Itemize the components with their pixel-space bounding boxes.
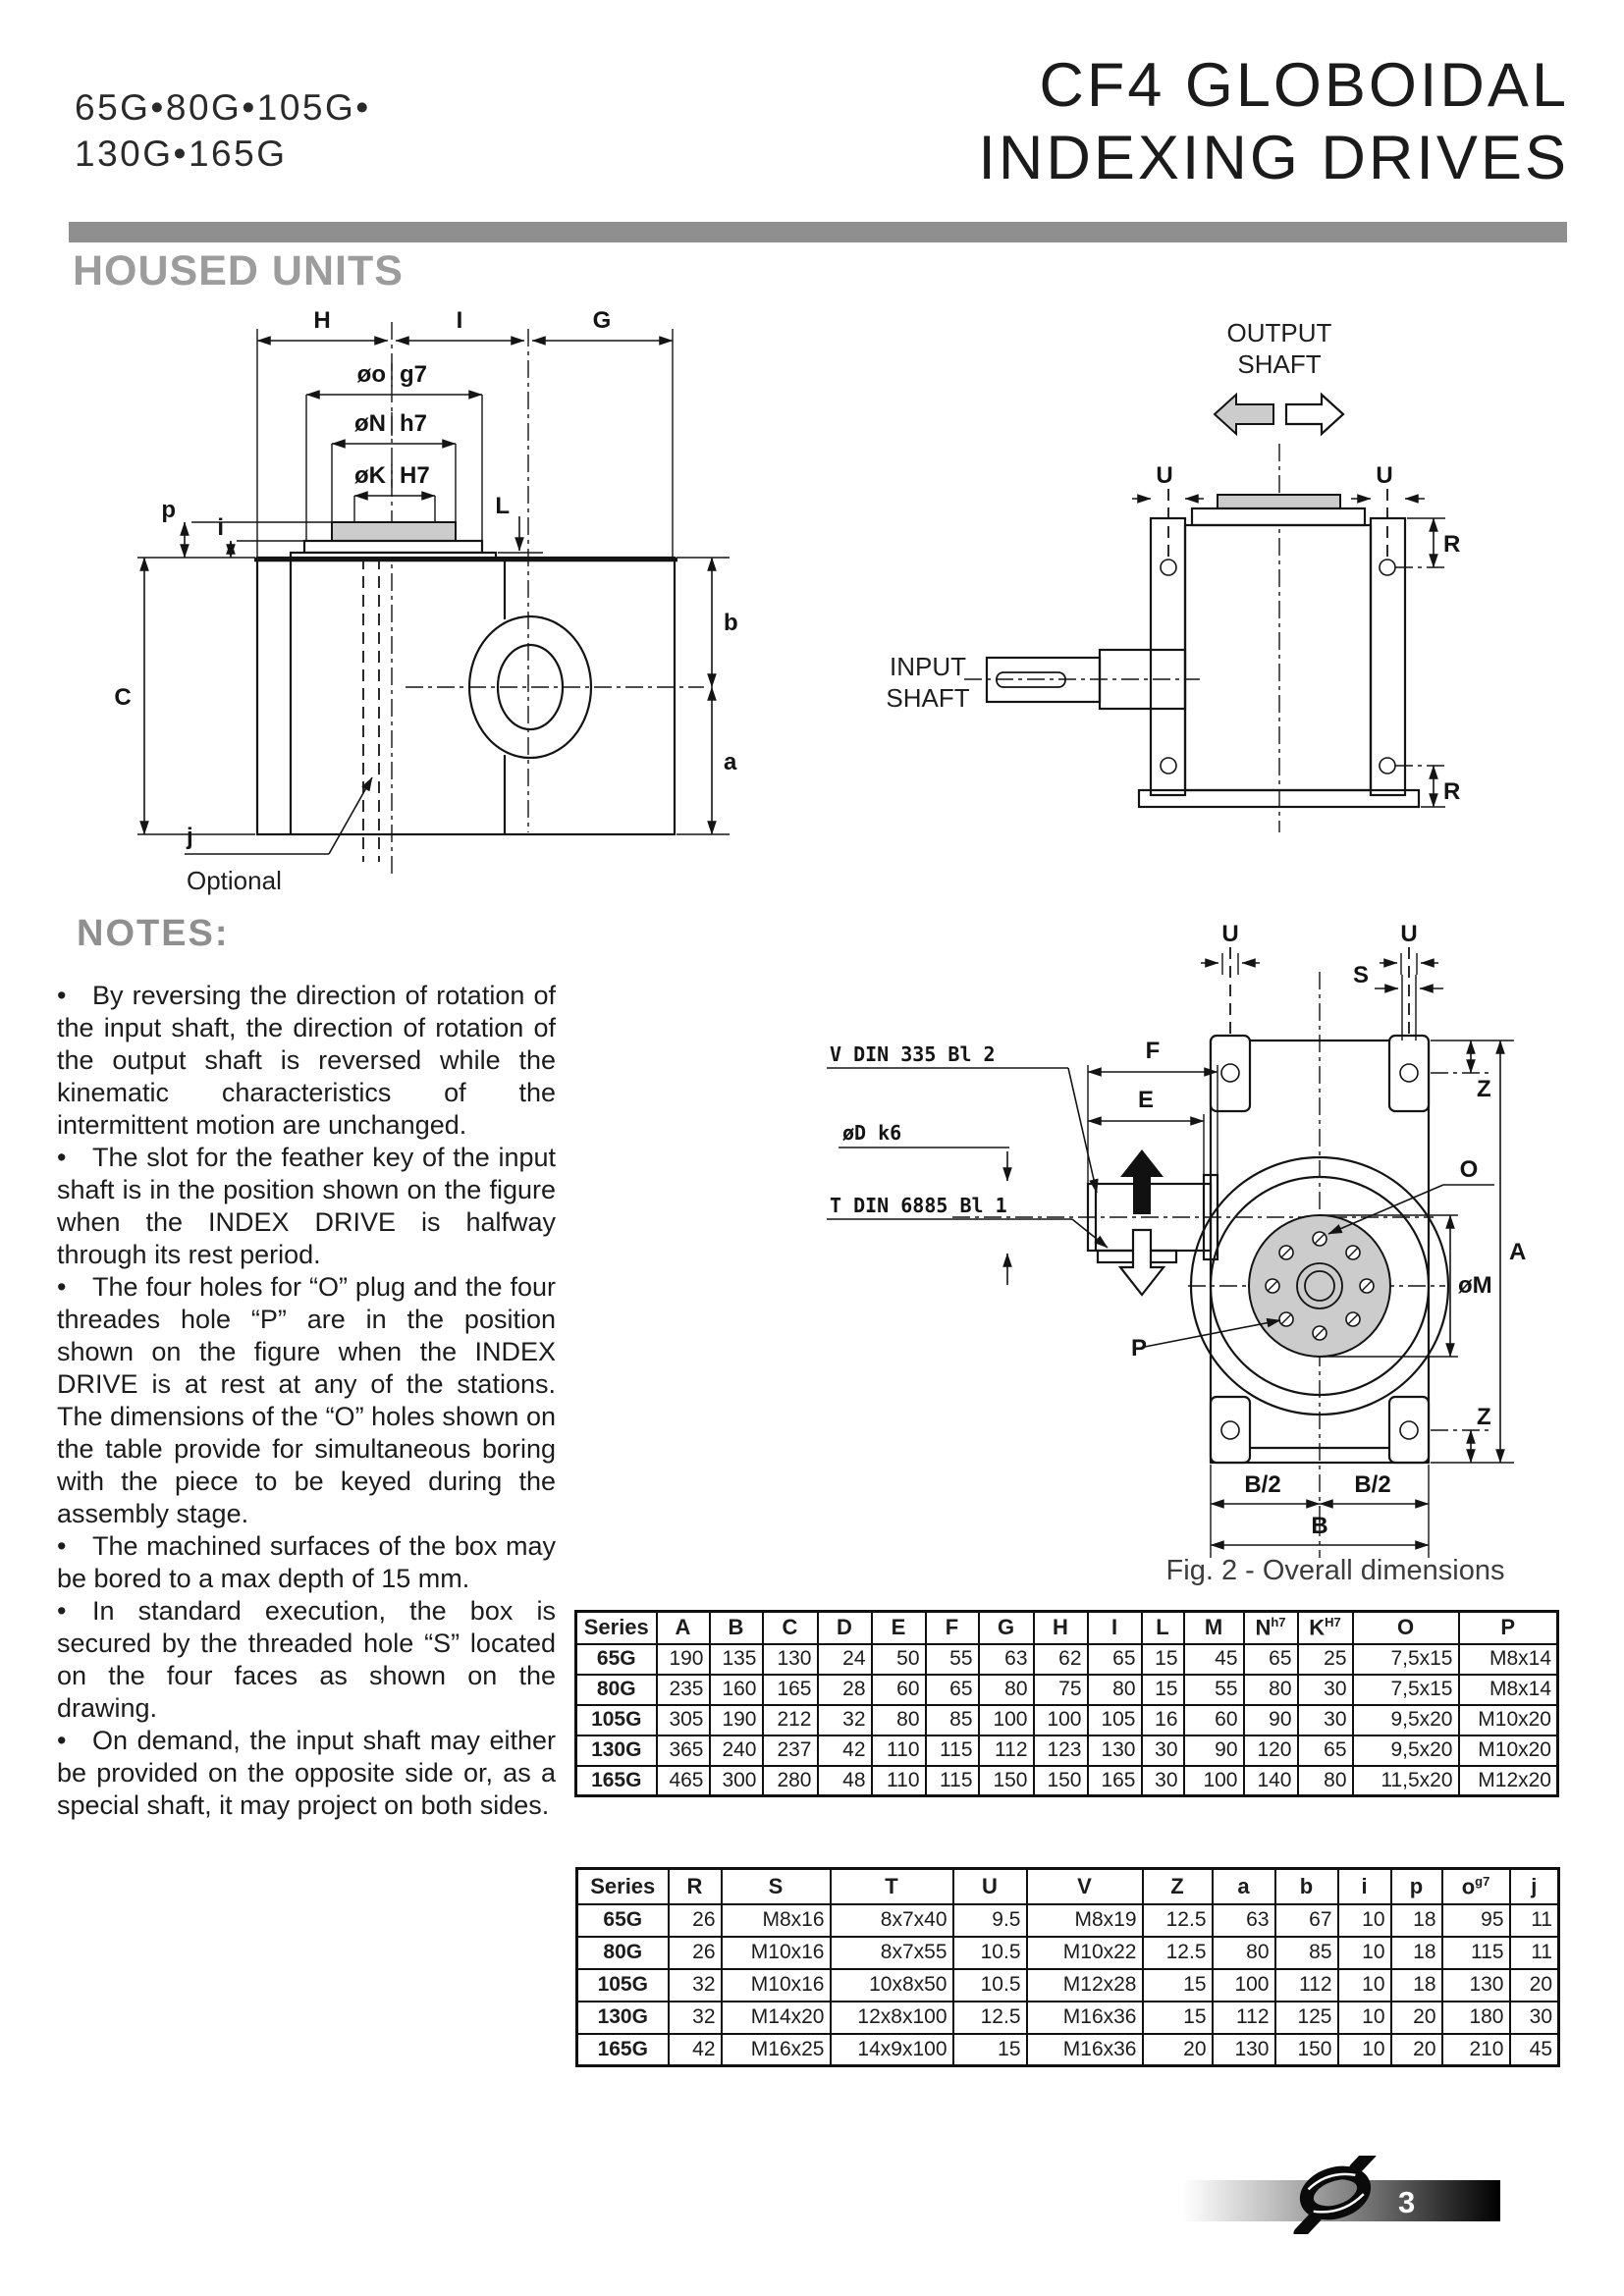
side-view-outline bbox=[964, 444, 1419, 832]
series-cell: 105G bbox=[577, 1969, 669, 2002]
value-cell: 150 bbox=[1275, 2034, 1338, 2066]
column-header: R bbox=[669, 1869, 722, 1904]
value-cell: 15 bbox=[1143, 2002, 1213, 2034]
value-cell: 12.5 bbox=[953, 2002, 1027, 2034]
series-cell: 65G bbox=[577, 1904, 669, 1937]
dim-label-U2-right: U bbox=[1400, 921, 1418, 947]
value-cell: 150 bbox=[979, 1766, 1034, 1796]
value-cell: 160 bbox=[710, 1675, 763, 1705]
header-divider-bar bbox=[69, 222, 1567, 242]
value-cell: M16x25 bbox=[722, 2034, 831, 2066]
value-cell: 25 bbox=[1298, 1644, 1353, 1675]
dim-label-E: E bbox=[1137, 1087, 1155, 1113]
value-cell: 150 bbox=[1034, 1766, 1088, 1796]
value-cell: 7,5x15 bbox=[1353, 1675, 1459, 1705]
column-header: i bbox=[1338, 1869, 1391, 1904]
value-cell: 80 bbox=[1213, 1937, 1275, 1969]
dim-label-R-bottom: R bbox=[1443, 778, 1461, 805]
value-cell: 75 bbox=[1034, 1675, 1088, 1705]
value-cell: 15 bbox=[1143, 1969, 1213, 2002]
column-header: $N^{h7}$ bbox=[1244, 1612, 1298, 1644]
header-row bbox=[576, 1612, 1558, 1644]
column-header: p bbox=[1391, 1869, 1442, 1904]
value-cell: 16 bbox=[1142, 1705, 1184, 1735]
column-header: T bbox=[831, 1869, 953, 1904]
section-heading: HOUSED UNITS bbox=[73, 247, 404, 294]
value-cell: M16x36 bbox=[1027, 2034, 1143, 2066]
column-header: U bbox=[953, 1869, 1027, 1904]
value-cell: M8x16 bbox=[722, 1904, 831, 1937]
value-cell: 115 bbox=[926, 1735, 979, 1766]
value-cell: 18 bbox=[1391, 1969, 1442, 2002]
dim-label-I: I bbox=[456, 307, 463, 334]
value-cell: 20 bbox=[1143, 2034, 1213, 2066]
dim-label-H: H bbox=[313, 307, 331, 334]
note-text: In standard execution, the box is secured by the threaded hole “S” located on the four faces as shown on the drawing. bbox=[57, 1596, 556, 1723]
notes-list bbox=[57, 980, 556, 1822]
value-cell: M10x22 bbox=[1027, 1937, 1143, 1969]
dim-label-R-top: R bbox=[1443, 531, 1461, 558]
value-cell: 85 bbox=[1275, 1937, 1338, 1969]
value-cell: 10 bbox=[1338, 1904, 1391, 1937]
arrow-left-icon bbox=[1215, 395, 1273, 434]
table-row bbox=[577, 1937, 1559, 1969]
front-view-dimensions bbox=[257, 307, 673, 874]
note-item bbox=[57, 1725, 556, 1822]
value-cell: 10.5 bbox=[953, 1937, 1027, 1969]
value-cell: 65 bbox=[1088, 1644, 1142, 1675]
table-row bbox=[577, 2034, 1559, 2066]
value-cell: 8x7x55 bbox=[831, 1937, 953, 1969]
column-header: D bbox=[818, 1612, 872, 1644]
fig2-caption: Fig. 2 - Overall dimensions bbox=[1165, 1555, 1505, 1586]
value-cell: 50 bbox=[872, 1644, 926, 1675]
value-cell: 63 bbox=[979, 1644, 1034, 1675]
callout-phi-D: øD k6 bbox=[842, 1121, 902, 1145]
dim-label-U-left: U bbox=[1156, 462, 1173, 489]
page-title bbox=[978, 49, 1569, 194]
value-cell: 100 bbox=[979, 1705, 1034, 1735]
value-cell: 32 bbox=[669, 1969, 722, 2002]
header-row bbox=[577, 1869, 1559, 1904]
value-cell: M16x36 bbox=[1027, 2002, 1143, 2034]
page-title-line2: INDEXING DRIVES bbox=[978, 124, 1569, 192]
value-cell: 11 bbox=[1510, 1937, 1559, 1969]
value-cell: 8x7x40 bbox=[831, 1904, 953, 1937]
series-cell: 130G bbox=[576, 1735, 657, 1766]
fig2-callouts bbox=[827, 1042, 1108, 1285]
column-header: A bbox=[657, 1612, 710, 1644]
value-cell: 120 bbox=[1244, 1735, 1298, 1766]
value-cell: 20 bbox=[1510, 1969, 1559, 2002]
fig2-outline bbox=[952, 972, 1448, 1522]
value-cell: 110 bbox=[872, 1766, 926, 1796]
column-header: j bbox=[1510, 1869, 1559, 1904]
note-item bbox=[57, 980, 556, 1142]
series-cell: 65G bbox=[576, 1644, 657, 1675]
figure-overall-dimensions bbox=[805, 918, 1532, 1605]
bullet-icon: • bbox=[57, 981, 67, 1010]
value-cell: 45 bbox=[1184, 1644, 1244, 1675]
model-codes-line2: 130G•165G bbox=[75, 133, 288, 174]
value-cell: M8x14 bbox=[1459, 1644, 1558, 1675]
input-shaft-label-2: SHAFT bbox=[886, 683, 970, 713]
fit-label-h7: h7 bbox=[400, 410, 428, 437]
value-cell: 12x8x100 bbox=[831, 2002, 953, 2034]
value-cell: 30 bbox=[1142, 1735, 1184, 1766]
value-cell: M12x28 bbox=[1027, 1969, 1143, 2002]
dim-label-L: L bbox=[495, 493, 510, 519]
value-cell: 130 bbox=[1213, 2034, 1275, 2066]
value-cell: 235 bbox=[657, 1675, 710, 1705]
value-cell: 125 bbox=[1275, 2002, 1338, 2034]
dim-label-phi-o: øo bbox=[356, 361, 386, 388]
value-cell: 18 bbox=[1391, 1904, 1442, 1937]
bullet-icon: • bbox=[57, 1596, 67, 1626]
value-cell: 60 bbox=[1184, 1705, 1244, 1735]
dim-label-U2-left: U bbox=[1221, 921, 1239, 947]
series-cell: 130G bbox=[577, 2002, 669, 2034]
value-cell: 305 bbox=[657, 1705, 710, 1735]
value-cell: 28 bbox=[818, 1675, 872, 1705]
value-cell: 85 bbox=[926, 1705, 979, 1735]
note-item bbox=[57, 1595, 556, 1725]
value-cell: 9.5 bbox=[953, 1904, 1027, 1937]
dim-label-phi-K: øK bbox=[354, 462, 386, 489]
value-cell: 130 bbox=[1442, 1969, 1510, 2002]
table-row bbox=[576, 1705, 1558, 1735]
value-cell: 10 bbox=[1338, 1937, 1391, 1969]
column-header: Series bbox=[577, 1869, 669, 1904]
column-header: b bbox=[1275, 1869, 1338, 1904]
value-cell: 30 bbox=[1298, 1675, 1353, 1705]
column-header: $o^{g7}$ bbox=[1442, 1869, 1510, 1904]
note-text: On demand, the input shaft may either be provided on the opposite side or, as a special shaft, it may project on both sides. bbox=[57, 1726, 556, 1820]
dim-label-U-right: U bbox=[1376, 462, 1393, 489]
column-header: Z bbox=[1143, 1869, 1213, 1904]
bullet-icon: • bbox=[57, 1531, 67, 1561]
value-cell: 100 bbox=[1034, 1705, 1088, 1735]
value-cell: 180 bbox=[1442, 2002, 1510, 2034]
dim-label-F: F bbox=[1145, 1038, 1161, 1064]
value-cell: 42 bbox=[669, 2034, 722, 2066]
column-header: V bbox=[1027, 1869, 1143, 1904]
rotation-arrows bbox=[1215, 395, 1343, 434]
model-codes-line1: 65G•80G•105G• bbox=[75, 87, 371, 128]
value-cell: 90 bbox=[1244, 1705, 1298, 1735]
value-cell: 140 bbox=[1244, 1766, 1298, 1796]
value-cell: 130 bbox=[1088, 1735, 1142, 1766]
page-title-line1: CF4 GLOBOIDAL bbox=[1039, 51, 1569, 120]
value-cell: 10 bbox=[1338, 2034, 1391, 2066]
dim-label-B-half-left: B/2 bbox=[1244, 1471, 1281, 1498]
column-header: F bbox=[926, 1612, 979, 1644]
value-cell: 55 bbox=[1184, 1675, 1244, 1705]
dim-label-j: j bbox=[187, 824, 193, 850]
value-cell: M10x20 bbox=[1459, 1735, 1558, 1766]
value-cell: 67 bbox=[1275, 1904, 1338, 1937]
dim-label-S: S bbox=[1352, 962, 1369, 988]
value-cell: 112 bbox=[1275, 1969, 1338, 2002]
value-cell: 62 bbox=[1034, 1644, 1088, 1675]
value-cell: 212 bbox=[763, 1705, 818, 1735]
input-shaft-label-1: INPUT bbox=[890, 652, 966, 681]
dim-label-B: B bbox=[1311, 1513, 1328, 1539]
optional-label: Optional bbox=[187, 866, 282, 895]
dim-label-i: i bbox=[217, 514, 224, 541]
value-cell: M12x20 bbox=[1459, 1766, 1558, 1796]
column-header: a bbox=[1213, 1869, 1275, 1904]
value-cell: M10x16 bbox=[722, 1937, 831, 1969]
value-cell: 30 bbox=[1510, 2002, 1559, 2034]
dim-label-Z-top: Z bbox=[1477, 1076, 1491, 1102]
bullet-icon: • bbox=[57, 1726, 67, 1755]
value-cell: 18 bbox=[1391, 1937, 1442, 1969]
series-cell: 80G bbox=[576, 1675, 657, 1705]
model-codes bbox=[75, 84, 371, 177]
value-cell: 32 bbox=[669, 2002, 722, 2034]
value-cell: 115 bbox=[1442, 1937, 1510, 1969]
column-header: P bbox=[1459, 1612, 1558, 1644]
column-header: M bbox=[1184, 1612, 1244, 1644]
table-row bbox=[577, 1904, 1559, 1937]
value-cell: 112 bbox=[1213, 2002, 1275, 2034]
value-cell: 7,5x15 bbox=[1353, 1644, 1459, 1675]
value-cell: 32 bbox=[818, 1705, 872, 1735]
column-header: G bbox=[979, 1612, 1034, 1644]
column-header: $K^{H7}$ bbox=[1298, 1612, 1353, 1644]
column-header: E bbox=[872, 1612, 926, 1644]
value-cell: 465 bbox=[657, 1766, 710, 1796]
dim-label-C: C bbox=[114, 684, 132, 711]
value-cell: 14x9x100 bbox=[831, 2034, 953, 2066]
callout-T-DIN: T DIN 6885 Bl 1 bbox=[830, 1194, 1007, 1217]
note-item bbox=[57, 1271, 556, 1530]
value-cell: 45 bbox=[1510, 2034, 1559, 2066]
value-cell: 210 bbox=[1442, 2034, 1510, 2066]
column-header: I bbox=[1088, 1612, 1142, 1644]
value-cell: 10.5 bbox=[953, 1969, 1027, 2002]
value-cell: M8x19 bbox=[1027, 1904, 1143, 1937]
output-shaft-label-2: SHAFT bbox=[1237, 349, 1322, 379]
note-item bbox=[57, 1142, 556, 1271]
table-row bbox=[577, 1969, 1559, 2002]
column-header: B bbox=[710, 1612, 763, 1644]
dim-label-p: p bbox=[161, 497, 176, 523]
value-cell: 237 bbox=[763, 1735, 818, 1766]
value-cell: 30 bbox=[1298, 1705, 1353, 1735]
value-cell: 80 bbox=[1088, 1675, 1142, 1705]
value-cell: 105 bbox=[1088, 1705, 1142, 1735]
column-header: Series bbox=[576, 1612, 657, 1644]
value-cell: 280 bbox=[763, 1766, 818, 1796]
fit-label-H7: H7 bbox=[400, 462, 430, 489]
value-cell: 11 bbox=[1510, 1904, 1559, 1937]
value-cell: 10 bbox=[1338, 2002, 1391, 2034]
dimensions-table-main bbox=[574, 1610, 1559, 1797]
table-row bbox=[577, 2002, 1559, 2034]
value-cell: 24 bbox=[818, 1644, 872, 1675]
arrow-right-icon bbox=[1286, 395, 1343, 434]
value-cell: 65 bbox=[926, 1675, 979, 1705]
brand-logo-icon bbox=[1281, 2156, 1389, 2234]
value-cell: 12.5 bbox=[1143, 1904, 1213, 1937]
output-shaft-label-1: OUTPUT bbox=[1226, 318, 1332, 347]
note-item bbox=[57, 1530, 556, 1595]
value-cell: 9,5x20 bbox=[1353, 1735, 1459, 1766]
dim-label-G: G bbox=[592, 307, 612, 334]
value-cell: 100 bbox=[1184, 1766, 1244, 1796]
value-cell: 48 bbox=[818, 1766, 872, 1796]
value-cell: 10x8x50 bbox=[831, 1969, 953, 2002]
column-header: C bbox=[763, 1612, 818, 1644]
value-cell: 190 bbox=[657, 1644, 710, 1675]
value-cell: 165 bbox=[763, 1675, 818, 1705]
table-row bbox=[576, 1644, 1558, 1675]
value-cell: 11,5x20 bbox=[1353, 1766, 1459, 1796]
dim-label-Z-bottom: Z bbox=[1477, 1404, 1491, 1430]
table-row bbox=[576, 1675, 1558, 1705]
dim-label-a: a bbox=[724, 749, 737, 775]
value-cell: 365 bbox=[657, 1735, 710, 1766]
series-cell: 80G bbox=[577, 1937, 669, 1969]
value-cell: 123 bbox=[1034, 1735, 1088, 1766]
value-cell: 80 bbox=[1298, 1766, 1353, 1796]
dim-label-phi-M: øM bbox=[1458, 1272, 1492, 1299]
value-cell: 190 bbox=[710, 1705, 763, 1735]
value-cell: 60 bbox=[872, 1675, 926, 1705]
value-cell: 80 bbox=[1244, 1675, 1298, 1705]
column-header: H bbox=[1034, 1612, 1088, 1644]
front-view-outline bbox=[254, 522, 704, 862]
figure-front-view bbox=[93, 285, 761, 913]
value-cell: 135 bbox=[710, 1644, 763, 1675]
value-cell: M8x14 bbox=[1459, 1675, 1558, 1705]
value-cell: 26 bbox=[669, 1904, 722, 1937]
value-cell: 300 bbox=[710, 1766, 763, 1796]
value-cell: 130 bbox=[763, 1644, 818, 1675]
value-cell: 90 bbox=[1184, 1735, 1244, 1766]
callout-V-DIN: V DIN 335 Bl 2 bbox=[830, 1042, 996, 1066]
dimensions-table-aux bbox=[575, 1867, 1560, 2067]
value-cell: 80 bbox=[979, 1675, 1034, 1705]
value-cell: 65 bbox=[1244, 1644, 1298, 1675]
dim-label-B-half-right: B/2 bbox=[1354, 1471, 1391, 1498]
value-cell: 112 bbox=[979, 1735, 1034, 1766]
series-cell: 105G bbox=[576, 1705, 657, 1735]
value-cell: 95 bbox=[1442, 1904, 1510, 1937]
column-header: L bbox=[1142, 1612, 1184, 1644]
page-number: 3 bbox=[1398, 2185, 1416, 2219]
value-cell: 26 bbox=[669, 1937, 722, 1969]
value-cell: 240 bbox=[710, 1735, 763, 1766]
table-row bbox=[576, 1735, 1558, 1766]
value-cell: M10x16 bbox=[722, 1969, 831, 2002]
value-cell: 80 bbox=[872, 1705, 926, 1735]
value-cell: 30 bbox=[1142, 1766, 1184, 1796]
value-cell: 15 bbox=[1142, 1675, 1184, 1705]
value-cell: 110 bbox=[872, 1735, 926, 1766]
bullet-icon: • bbox=[57, 1143, 67, 1172]
value-cell: 9,5x20 bbox=[1353, 1705, 1459, 1735]
value-cell: 63 bbox=[1213, 1904, 1275, 1937]
value-cell: 10 bbox=[1338, 1969, 1391, 2002]
value-cell: 100 bbox=[1213, 1969, 1275, 2002]
value-cell: 115 bbox=[926, 1766, 979, 1796]
note-text: The machined surfaces of the box may be bored to a max depth of 15 mm. bbox=[57, 1531, 556, 1593]
dim-label-phi-N: øN bbox=[354, 410, 386, 437]
value-cell: 15 bbox=[1142, 1644, 1184, 1675]
fit-label-g7: g7 bbox=[400, 361, 428, 388]
dim-label-A: A bbox=[1509, 1239, 1527, 1265]
value-cell: M14x20 bbox=[722, 2002, 831, 2034]
series-cell: 165G bbox=[577, 2034, 669, 2066]
column-header: O bbox=[1353, 1612, 1459, 1644]
dim-label-b: b bbox=[724, 610, 738, 636]
value-cell: 65 bbox=[1298, 1735, 1353, 1766]
value-cell: M10x20 bbox=[1459, 1705, 1558, 1735]
dim-label-P: P bbox=[1131, 1335, 1148, 1362]
note-text: By reversing the direction of rotation of the input shaft, the direction of rotation of the output shaft is reversed while the kinematic characteristics of the intermittent motion are unchanged. bbox=[57, 981, 556, 1140]
value-cell: 55 bbox=[926, 1644, 979, 1675]
column-header: S bbox=[722, 1869, 831, 1904]
series-cell: 165G bbox=[576, 1766, 657, 1796]
value-cell: 12.5 bbox=[1143, 1937, 1213, 1969]
value-cell: 15 bbox=[953, 2034, 1027, 2066]
note-text: The four holes for “O” plug and the four threades hole “P” are in the position shown on the figure when the INDEX DRIVE is at rest at any of the stations. The dimensions of the “O” holes shown on the table provide for simultaneous boring with the piece to be keyed during the assembly stage. bbox=[57, 1272, 556, 1528]
value-cell: 165 bbox=[1088, 1766, 1142, 1796]
bullet-icon: • bbox=[57, 1272, 67, 1302]
value-cell: 20 bbox=[1391, 2002, 1442, 2034]
value-cell: 42 bbox=[818, 1735, 872, 1766]
table-row bbox=[576, 1766, 1558, 1796]
note-text: The slot for the feather key of the input shaft is in the position shown on the figure when the INDEX DRIVE is halfway through its rest period. bbox=[57, 1143, 556, 1269]
dim-label-O: O bbox=[1459, 1156, 1479, 1183]
notes-heading: NOTES: bbox=[77, 913, 230, 954]
figure-side-view bbox=[854, 294, 1502, 844]
value-cell: 20 bbox=[1391, 2034, 1442, 2066]
